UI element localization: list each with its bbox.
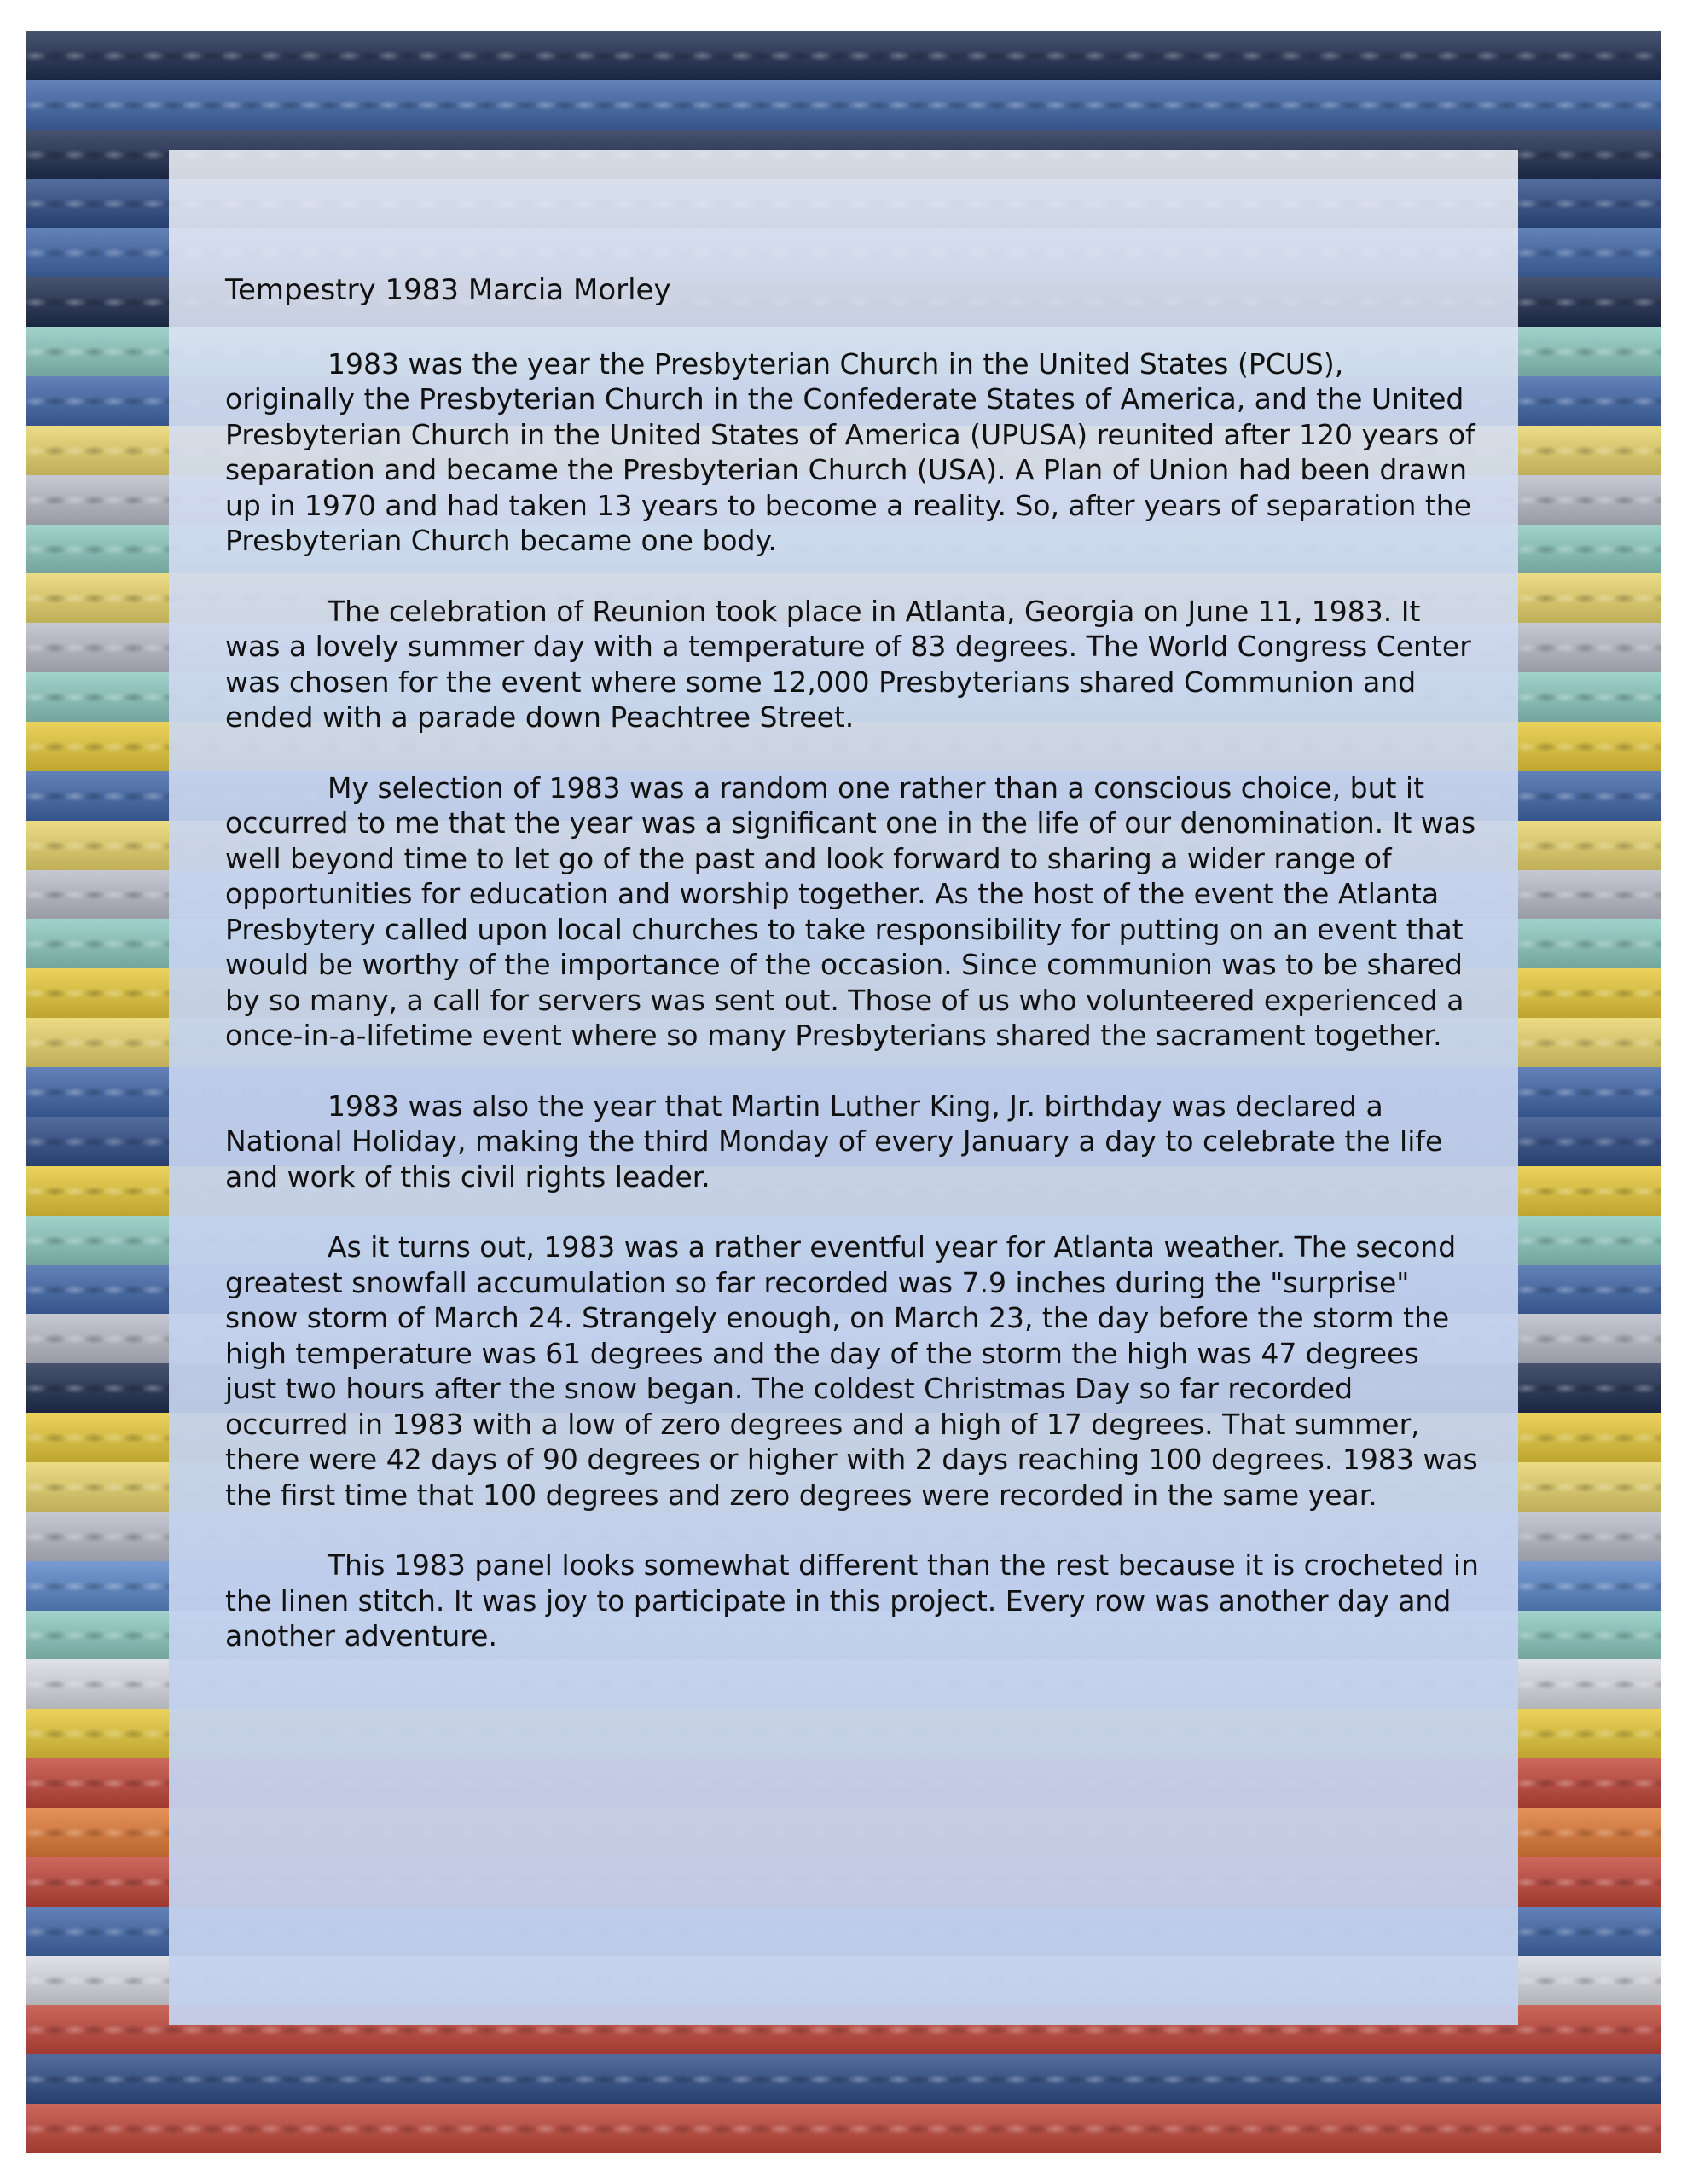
paragraph-reunion: 1983 was the year the Presbyterian Church in the United States (PCUS), originally the Presbyterian Church in the Confederate States of America, and the United Presbyterian Church in the United States of America (UPUSA) reunited after 120 years of separation and became the Presbyterian Church (USA). A Plan of Union had been drawn up in 1970 and had taken 13 years to become a reality. So, after years of separation the Presbyterian Church became one body. (225, 346, 1475, 557)
text-panel (169, 150, 1518, 2025)
knit-stripe (26, 2104, 1661, 2153)
paragraph-weather: As it turns out, 1983 was a rather eventful year for Atlanta weather. The second greatest snowfall accumulation so far recorded was 7.9 inches during the "surprise" snow storm of March 24. Strangely enough, on March 23, the day before the storm the high temperature was 61 degrees and the day of the storm the high was 47 degrees just two hours after the snow began. The coldest Christmas Day so far recorded occurred in 1983 with a low of zero degrees and a high of 17 degrees. That summer, there were 42 days of 90 degrees or higher with 2 days reaching 100 degrees. 1983 was the first time that 100 degrees and zero degrees were recorded in the same year. (225, 1230, 1478, 1512)
paragraph-celebration: The celebration of Reunion took place in Atlanta, Georgia on June 11, 1983. It was a lovely summer day with a temperature of 83 degrees. The World Congress Center was chosen for the event where some 12,000 Presbyterians shared Communion and ended with a parade down Peachtree Street. (225, 594, 1471, 734)
knit-stripe (26, 2054, 1661, 2105)
paragraph-mlk-holiday: 1983 was also the year that Martin Luther King, Jr. birthday was declared a National Holiday, making the third Monday of every January a day to celebrate the life and work of this civil rights leader. (225, 1089, 1443, 1194)
paragraph-selection: My selection of 1983 was a random one rather than a conscious choice, but it occurred to me that the year was a significant one in the life of our denomination. It was well beyond time to let go of the past and look forward to sharing a wider range of opportunities for education and worship together. As the host of the event the Atlanta Presbytery called upon local churches to take responsibility for putting on an event that would be worthy of the importance of the occasion. Since communion was to be shared by so many, a call for servers was sent out. Those of us who volunteered experienced a once-in-a-lifetime event where so many Presbyterians shared the sacrament together. (225, 770, 1476, 1052)
knit-stripe (26, 80, 1661, 131)
document-body (225, 273, 1479, 1689)
paragraph-linen-stitch: This 1983 panel looks somewhat different than the rest because it is crocheted in the linen stitch. It was joy to participate in this project. Every row was another day and another adventure. (225, 1548, 1479, 1653)
knit-stripe (26, 31, 1661, 81)
document-title: Tempestry 1983 Marcia Morley (225, 273, 671, 307)
